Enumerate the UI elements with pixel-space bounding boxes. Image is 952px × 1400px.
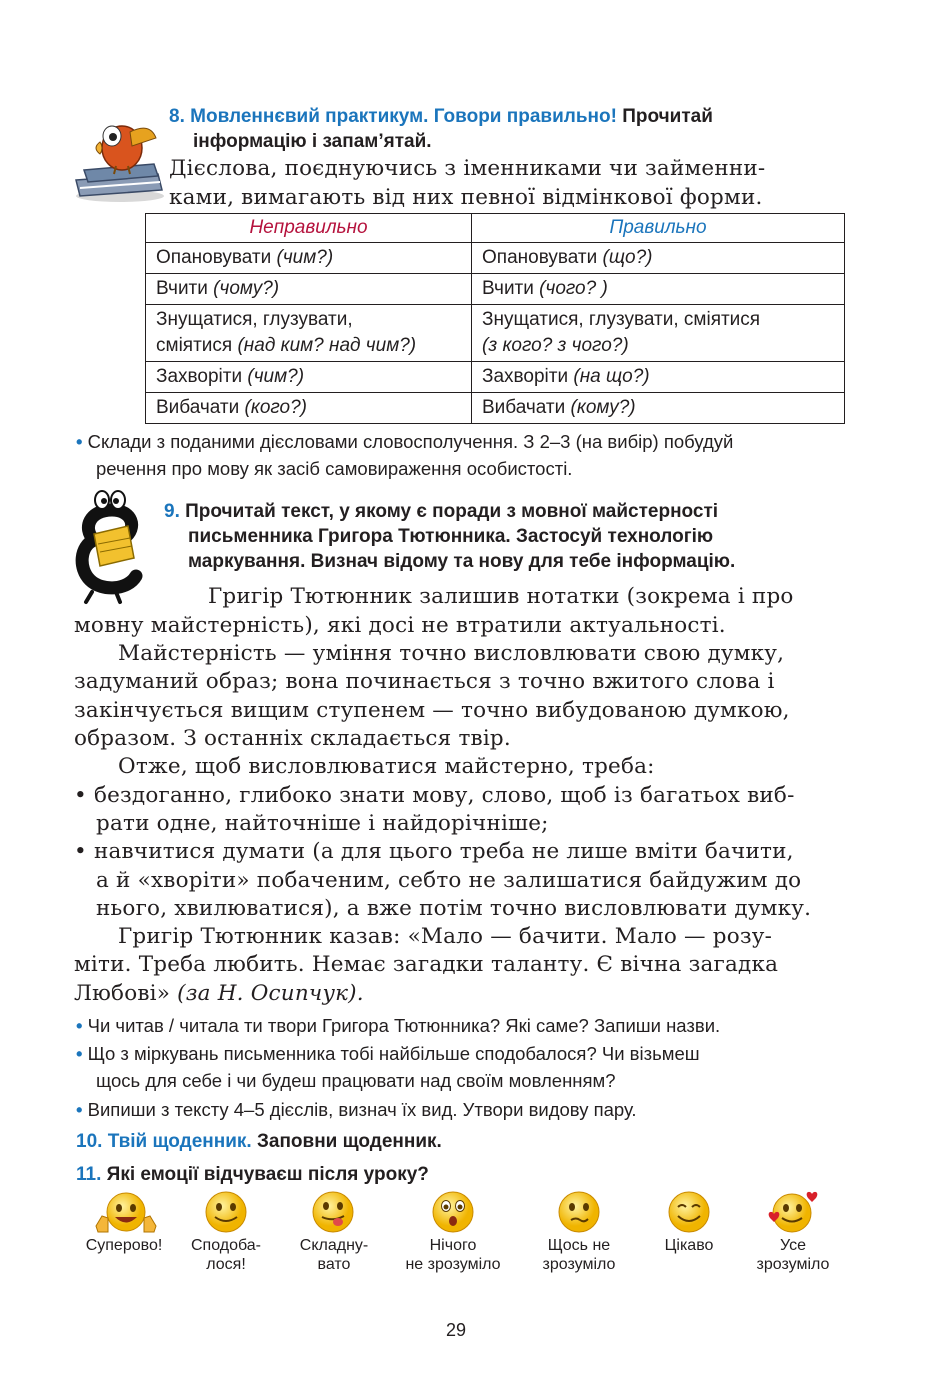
task9-li2-line3: нього, хвилюватися), а вже потім точно висловлювати думку. (96, 896, 812, 921)
task9-p2-line4: образом. З останніх складається твір. (74, 726, 511, 751)
task8-intro-line2: ками, вимагають від них певної відмінкової форми. (169, 185, 763, 210)
task8-number: 8. (169, 106, 185, 127)
right-verb: Захворіти (482, 366, 569, 387)
task9-question2-line2: щось для себе і чи будеш працювати над своїм мовленням? (96, 1070, 616, 1091)
emotion-label-line2: зрозуміло (542, 1256, 616, 1273)
table-row (146, 305, 845, 362)
cartoon-character-icon (72, 488, 154, 606)
right-verb: Опановувати (482, 247, 598, 268)
task9-p3: Отже, щоб висловлюватися майстерно, треба: (118, 754, 655, 779)
task8-title-blue: Мовленнєвий практикум. Говори правильно! (190, 106, 617, 127)
task9-p2-line1: Майстерність — уміння точно висловлювати свою думку, (118, 641, 785, 666)
right-question: (з кого? з чого?) (482, 335, 629, 356)
emotion-label-line2: не зрозуміло (405, 1256, 501, 1273)
right-question: (кому?) (570, 397, 636, 418)
wrong-question: (над ким? над чим?) (237, 335, 417, 356)
task9-p2-line3: закінчується вищим ступенем — точно вибудованою думкою, (74, 698, 790, 723)
task9-li2-line2: а й «хворіти» побаченим, себто не залишатися байдужим до (96, 868, 802, 893)
emotion-label-line2: зрозуміло (756, 1256, 830, 1273)
task9-p4-line3: Любові» (74, 981, 171, 1006)
emotion-label: Сподоба- (190, 1237, 262, 1254)
emotion-label: Цікаво (664, 1237, 714, 1254)
task8-intro-line1: Дієслова, поєднуючись з іменниками чи займенни- (169, 156, 766, 181)
task10-title-black: Заповни щоденник. (256, 1131, 442, 1152)
surprised-face-icon (430, 1190, 476, 1234)
confused-face-icon (556, 1190, 602, 1234)
text-source: (за Н. Осипчук). (177, 981, 364, 1006)
emotion-label: Нічого (429, 1237, 477, 1254)
wrong-verb: Захворіти (156, 366, 243, 387)
task9-li1-line1: бездоганно, глибоко знати мову, слово, щоб із багатьох виб- (93, 783, 795, 808)
task9-title-line1: Прочитай текст, у якому є поради з мовної майстерності (185, 501, 719, 522)
wrong-question: (чим?) (247, 366, 305, 387)
task8-title-line2: інформацію і запам’ятай. (193, 131, 432, 152)
emotion-label-line2: лося! (206, 1256, 246, 1273)
bullet-dot: • (76, 431, 83, 452)
task9-p1-line1: Григір Тютюнник залишив нотатки (зокрема і про (208, 584, 794, 609)
task8-bullet-line2: речення про мову як засіб самовираження особистості. (96, 458, 573, 479)
emotion-label-line2: вато (317, 1256, 351, 1273)
bullet-dot: • (76, 1015, 83, 1036)
table-row (146, 362, 845, 393)
emotion-label: Суперово! (85, 1237, 163, 1254)
task9-p2-line2: задуманий образ; вона починається з точно вжитого слова і (74, 669, 775, 694)
wrong-verb: Знущатися, глузувати, (156, 309, 353, 330)
task9-p4-line1: Григір Тютюнник казав: «Мало — бачити. Мало — розу- (118, 924, 773, 949)
list-bullet: • (74, 839, 87, 864)
table-header-right: Правильно (472, 214, 845, 243)
task8-title-black: Прочитай (622, 106, 713, 127)
task9-question2-line1: Що з міркувань письменника тобі найбільше сподобалося? Чи візьмеш (87, 1043, 700, 1064)
face-with-hearts-icon (766, 1190, 822, 1234)
task9-li1-line2: рати одне, найточніше і найдорічніше; (96, 811, 549, 836)
list-bullet: • (74, 783, 87, 808)
right-question: (що?) (602, 247, 653, 268)
task9-title-line2: письменника Григора Тютюнника. Застосуй технологію (188, 526, 714, 547)
tongue-out-face-icon (310, 1190, 356, 1234)
smiling-face-icon (203, 1190, 249, 1234)
thumbs-up-smiley-icon (94, 1190, 158, 1234)
page-number: 29 (445, 1320, 467, 1340)
table-row (146, 274, 845, 305)
table-row (146, 243, 845, 274)
task9-li2-line1: навчитися думати (а для цього треба не лише вміти бачити, (93, 839, 794, 864)
emotion-label: Складну- (299, 1237, 369, 1254)
wrong-question: (чим?) (276, 247, 334, 268)
wrong-question: (чому?) (213, 278, 280, 299)
bullet-dot: • (76, 1043, 83, 1064)
task9-question1: Чи читав / читала ти твори Григора Тютюнника? Які саме? Запиши назви. (87, 1015, 721, 1036)
verb-case-table (145, 213, 845, 424)
task10-number: 10. (76, 1131, 103, 1152)
task10-title-blue: Твій щоденник. (107, 1131, 252, 1152)
wrong-verb: Вчити (156, 278, 208, 299)
wrong-verb: Вибачати (156, 397, 240, 418)
task9-p4-line2: міти. Треба любить. Немає загадки таланту. Є вічна загадка (74, 952, 779, 977)
emotion-label: Щось не (547, 1237, 611, 1254)
task9-p1-line2: мовну майстерність), які досі не втратили актуальності. (74, 613, 726, 638)
task9-question3: Випиши з тексту 4–5 дієслів, визнач їх вид. Утвори видову пару. (87, 1099, 637, 1120)
right-question: (на що?) (573, 366, 650, 387)
right-verb: Вчити (482, 278, 534, 299)
task9-number: 9. (164, 501, 180, 522)
table-header-wrong: Неправильно (146, 214, 472, 243)
wrong-verb-cont: сміятися (156, 335, 233, 356)
right-verb: Вибачати (482, 397, 566, 418)
right-verb: Знущатися, глузувати, сміятися (482, 309, 761, 330)
right-question: (чого? ) (539, 278, 608, 299)
table-row (146, 393, 845, 424)
emotion-label: Усе (780, 1237, 806, 1254)
task9-title-line3: маркування. Визнач відому та нову для тебе інформацію. (188, 551, 736, 572)
happy-face-icon (666, 1190, 712, 1234)
task11-number: 11. (76, 1164, 102, 1185)
task11-title: Які емоції відчуваєш після уроку? (106, 1164, 429, 1185)
wrong-verb: Опановувати (156, 247, 272, 268)
bullet-dot: • (76, 1099, 83, 1120)
parrot-on-books-icon (70, 112, 170, 204)
task8-bullet-line1: Склади з поданими дієсловами словосполучення. З 2–3 (на вибір) побудуй (87, 431, 734, 452)
wrong-question: (кого?) (244, 397, 308, 418)
